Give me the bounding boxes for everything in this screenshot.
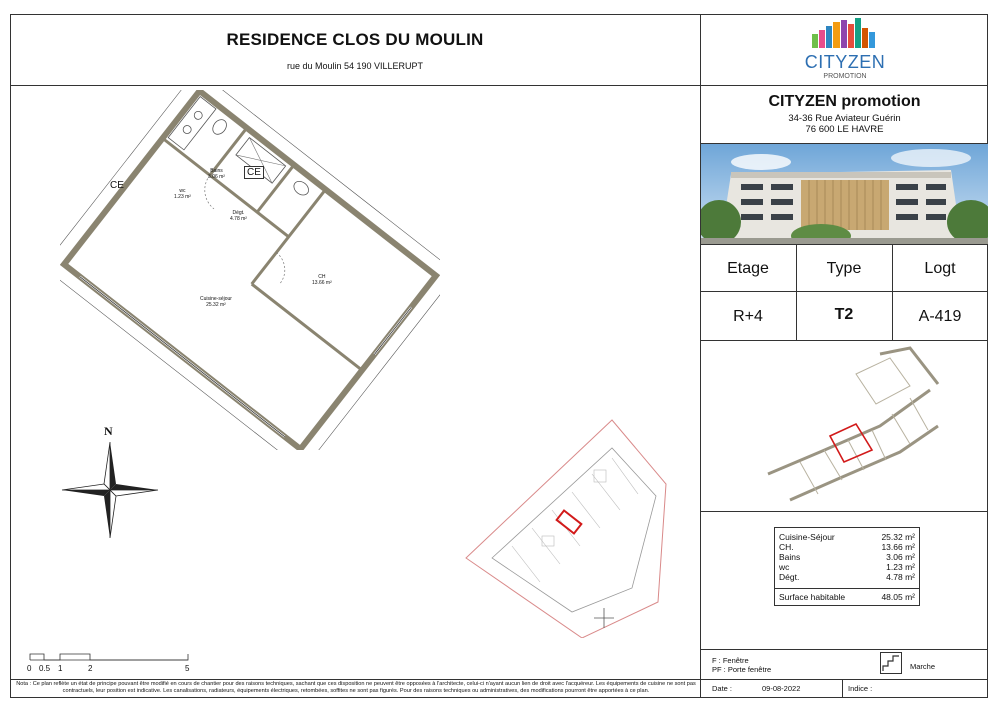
type-label: Type: [826, 260, 862, 277]
room-label-degt: [230, 210, 247, 222]
building-photo: [701, 144, 988, 244]
bains-area: 3.06 m²: [208, 174, 225, 180]
degt-name: Dégt.: [232, 210, 245, 216]
areas-divider: [700, 649, 988, 650]
cityzen-logo: [790, 16, 900, 84]
area-value: 4.78 m²: [886, 572, 915, 582]
legend-divider: [700, 679, 988, 680]
scale-label-0: 0: [27, 664, 32, 673]
header-divider: [10, 85, 700, 86]
area-total-separator: [775, 588, 919, 589]
area-value: 13.66 m²: [881, 542, 915, 552]
area-room: Bains: [779, 552, 801, 562]
legend-pf: PF : Porte fenêtre: [712, 665, 772, 674]
footer-divider: [10, 679, 700, 680]
site-plan: [462, 412, 672, 638]
area-row-1: [775, 542, 919, 552]
etage-value: R+4: [733, 308, 763, 325]
sejour-name: Cuisine-séjour: [200, 296, 232, 302]
footer-col-divider: [842, 679, 843, 698]
type-value: T2: [834, 306, 854, 323]
promoter-address-line2: 76 600 LE HAVRE: [805, 124, 884, 135]
area-room: wc: [779, 562, 790, 572]
legend-window-codes: [712, 656, 771, 674]
area-row-2: [775, 552, 919, 562]
logo-divider: [700, 85, 988, 86]
scale-bar: [24, 648, 196, 674]
area-value: 1.23 m²: [886, 562, 915, 572]
lot-bottom-divider: [700, 340, 988, 341]
room-label-wc: [174, 188, 191, 200]
footer-note: Nota : Ce plan reflète un état de principe pouvant être modifié en cours de chantier pour des raisons techniques, sachant que ces disposition ne peuvent être opposées à l'architecte, celui-ci n'ayant aucun lien de droit avec l'acquéreur. Les équipements de cuisine ne sont pas contractuels, leur position est indicative. Les canalisations, radiateurs, équipements électriques, retombées, soffites ne sont pas figurés. Pour des raisons techniques ou administratives, des modifications pourront être apportées à ce plan.: [16, 681, 696, 694]
areas-table: [774, 527, 920, 606]
indice-label: Indice :: [848, 684, 873, 693]
page-subtitle-address: rue du Moulin 54 190 VILLERUPT: [286, 61, 424, 71]
apartment-floor-plan: [60, 90, 440, 450]
logo-name: CITYZEN: [804, 52, 886, 72]
date-value: 09-08-2022: [762, 684, 801, 693]
promoter-address: [701, 113, 988, 135]
area-room: Cuisine-Séjour: [779, 532, 835, 542]
sejour-area: 25.32 m²: [206, 302, 226, 308]
ce-label-2: CE: [244, 166, 264, 179]
north-label: N: [104, 424, 113, 438]
lot-mid-divider: [700, 291, 988, 292]
photo-divider: [700, 244, 988, 245]
lot-col-divider-1: [796, 244, 797, 340]
date-label: Date :: [712, 684, 733, 693]
area-value: 25.32 m²: [881, 532, 915, 542]
area-value: 3.06 m²: [886, 552, 915, 562]
area-row-0: [775, 532, 919, 542]
scale-label-05: 0.5: [39, 664, 51, 673]
wc-name: wc: [179, 188, 186, 194]
promoter-address-line1: 34-36 Rue Aviateur Guérin: [788, 113, 901, 124]
legend-f: F : Fenêtre: [712, 656, 749, 665]
ce-label-1: CE: [110, 180, 124, 191]
logt-label: Logt: [924, 260, 956, 277]
scale-label-5: 5: [185, 664, 190, 673]
bains-name: Bains: [210, 168, 223, 174]
floor-key-plan: [760, 344, 950, 506]
ch-area: 13.66 m²: [312, 280, 332, 286]
promoter-name: CITYZEN promotion: [768, 93, 921, 110]
stairs-icon: [880, 652, 902, 674]
logo-subtitle: PROMOTION: [823, 73, 867, 80]
area-total-label: Surface habitable: [779, 592, 846, 602]
area-total-value: 48.05 m²: [881, 592, 915, 602]
degt-area: 4.78 m²: [230, 216, 247, 222]
wc-area: 1.23 m²: [174, 194, 191, 200]
area-room: CH.: [779, 542, 794, 552]
scale-label-2: 2: [88, 664, 93, 673]
legend-marche: Marche: [910, 662, 936, 671]
etage-label: Etage: [727, 260, 769, 277]
north-compass: [60, 424, 160, 540]
area-row-4: [775, 572, 919, 582]
room-label-bains: [208, 168, 225, 180]
site-plan-highlight: [557, 510, 582, 533]
keyplan-highlight: [830, 424, 872, 462]
logt-value: A-419: [918, 308, 962, 325]
area-row-3: [775, 562, 919, 572]
scale-label-1: 1: [58, 664, 63, 673]
keyplan-divider: [700, 511, 988, 512]
room-label-ch: [312, 274, 332, 286]
ch-name: CH: [318, 274, 326, 280]
area-room: Dégt.: [779, 572, 800, 582]
area-total-row: [775, 592, 919, 602]
room-label-sejour: [200, 296, 232, 308]
page-title: RESIDENCE CLOS DU MOULIN: [226, 30, 484, 49]
